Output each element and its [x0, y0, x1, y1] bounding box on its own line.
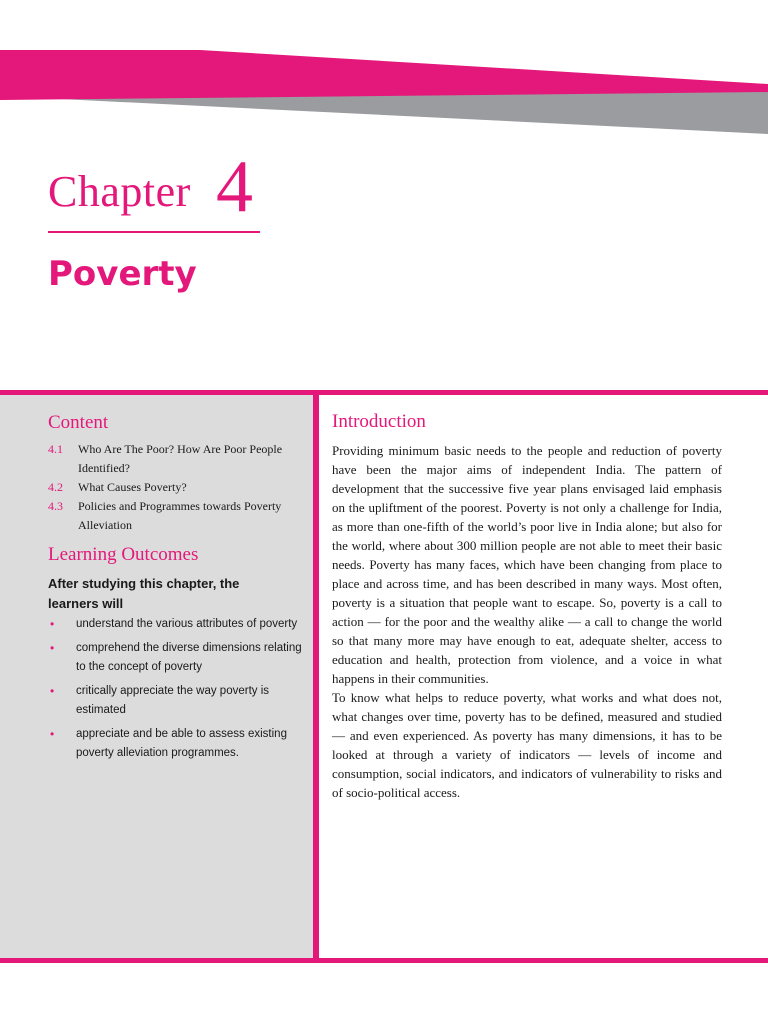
- table-of-contents: [48, 440, 308, 535]
- toc-text: Policies and Programmes towards Poverty Alleviation: [78, 499, 282, 532]
- list-item: [48, 615, 310, 635]
- chapter-label: Chapter: [48, 167, 191, 216]
- learning-outcomes-heading: Learning Outcomes: [48, 544, 199, 565]
- toc-number: 4.1: [48, 442, 63, 456]
- outcome-text: critically appreciate the way poverty is estimated: [76, 684, 270, 716]
- bottom-divider: [0, 958, 768, 963]
- chapter-number: 4: [216, 146, 253, 228]
- banner-pink-band: [0, 50, 768, 100]
- learning-outcomes-intro: After studying this chapter, the learners will: [48, 576, 240, 611]
- introduction-heading: Introduction: [332, 411, 426, 432]
- outcome-text: comprehend the diverse dimensions relating to the concept of poverty: [76, 641, 302, 673]
- column-divider: [313, 395, 319, 958]
- outcome-text: understand the various attributes of poverty: [76, 618, 298, 630]
- intro-paragraph: Providing minimum basic needs to the people and reduction of poverty have been the major aims of independent India. The pattern of development that the successive five year plans envisaged laid emphasis on the upliftment of the poorest. Poverty is not only a challenge for India, as more than one-fifth of the world’s poor live in India alone; but also for the world, where about 300 million people are not able to meet their basic needs. Poverty has many faces, which have been changing from place to place and across time, and has been described in many ways. Most often, poverty is a situation that people want to escape. So, poverty is a call to action — for the poor and the wealthy alike — a call to change the world so that many more may have enough to eat, adequate shelter, access to education and health, protection from violence, and a voice in what happens in their communities.: [332, 443, 722, 686]
- intro-paragraph: To know what helps to reduce poverty, what works and what does not, what changes over time, poverty has to be defined, measured and studied — and even experienced. As poverty has many dimensions, it has to be looked at through a variety of indicators — levels of income and consumption, social indicators, and indicators of vulnerability to risks and of socio-political access.: [332, 690, 722, 800]
- content-heading: Content: [48, 412, 109, 433]
- toc-number: 4.3: [48, 499, 63, 513]
- bullet-icon: •: [50, 683, 55, 698]
- introduction-body: [332, 441, 722, 802]
- toc-number: 4.2: [48, 480, 63, 494]
- top-banner: [0, 0, 768, 140]
- outcome-text: appreciate and be able to assess existing poverty alleviation programmes.: [76, 727, 287, 759]
- bullet-icon: •: [50, 617, 55, 631]
- list-item: [48, 725, 310, 764]
- toc-item[interactable]: [48, 478, 308, 497]
- list-item: [48, 682, 310, 721]
- toc-item[interactable]: [48, 440, 308, 478]
- bullet-icon: •: [50, 726, 55, 741]
- chapter-underline: [48, 231, 260, 233]
- bullet-icon: •: [50, 640, 55, 655]
- learning-outcomes-list: [48, 615, 310, 768]
- list-item: [48, 639, 310, 678]
- toc-item[interactable]: [48, 497, 308, 535]
- toc-text: Who Are The Poor? How Are Poor People Identified?: [78, 442, 283, 475]
- toc-text: What Causes Poverty?: [78, 480, 187, 494]
- chapter-title: Poverty: [48, 254, 197, 294]
